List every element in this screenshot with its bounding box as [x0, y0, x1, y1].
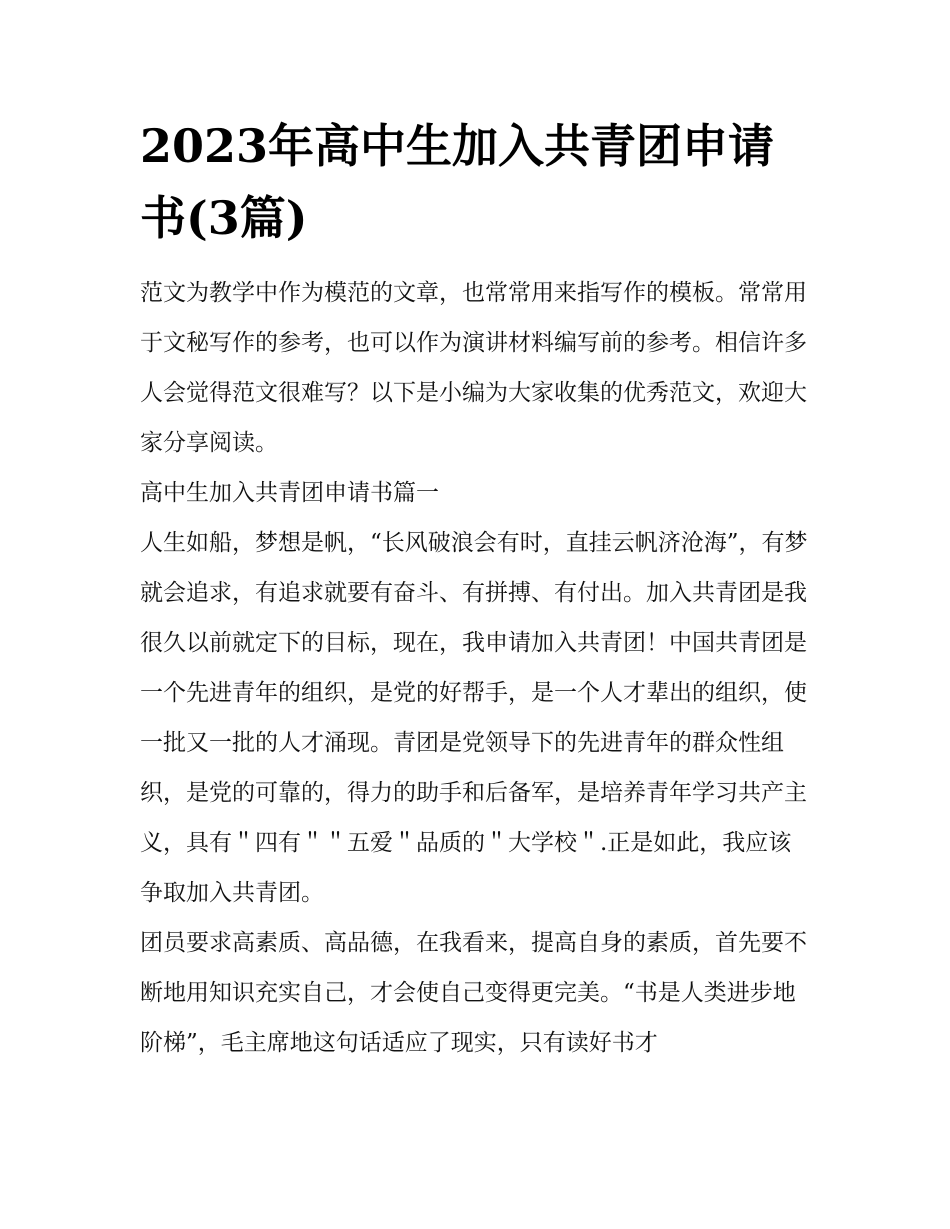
- paragraph-1: 人生如船，梦想是帆，“长风破浪会有时，直挂云帆济沧海”，有梦就会追求，有追求就要有奋斗、有拼搏、有付出。加入共青团是我很久以前就定下的目标，现在，我申请加入共青团！中国共青团是一个先进青年的组织，是党的好帮手，是一个人才辈出的组织，使一批又一批的人才涌现。青团是党领导下的先进青年的群众性组织，是党的可靠的，得力的助手和后备军，是培养青年学习共产主义，具有＂四有＂＂五爱＂品质的＂大学校＂.正是如此，我应该争取加入共青团。: [140, 530, 808, 906]
- section-heading: 高中生加入共青团申请书篇一: [140, 480, 439, 506]
- paragraph-2: 团员要求高素质、高品德，在我看来，提高自身的素质，首先要不断地用知识充实自己，才会使自己变得更完美。“书是人类进步地阶梯”，毛主席地这句话适应了现实，只有读好书才: [140, 930, 807, 1056]
- document-title: 2023年高中生加入共青团申请书(3篇): [140, 119, 775, 245]
- document-body: [140, 268, 812, 1068]
- paragraph-intro: 范文为教学中作为模范的文章，也常常用来指写作的模板。常常用于文秘写作的参考，也可以作为演讲材料编写前的参考。相信许多人会觉得范文很难写？以下是小编为大家收集的优秀范文，欢迎大家分享阅读。: [140, 280, 807, 456]
